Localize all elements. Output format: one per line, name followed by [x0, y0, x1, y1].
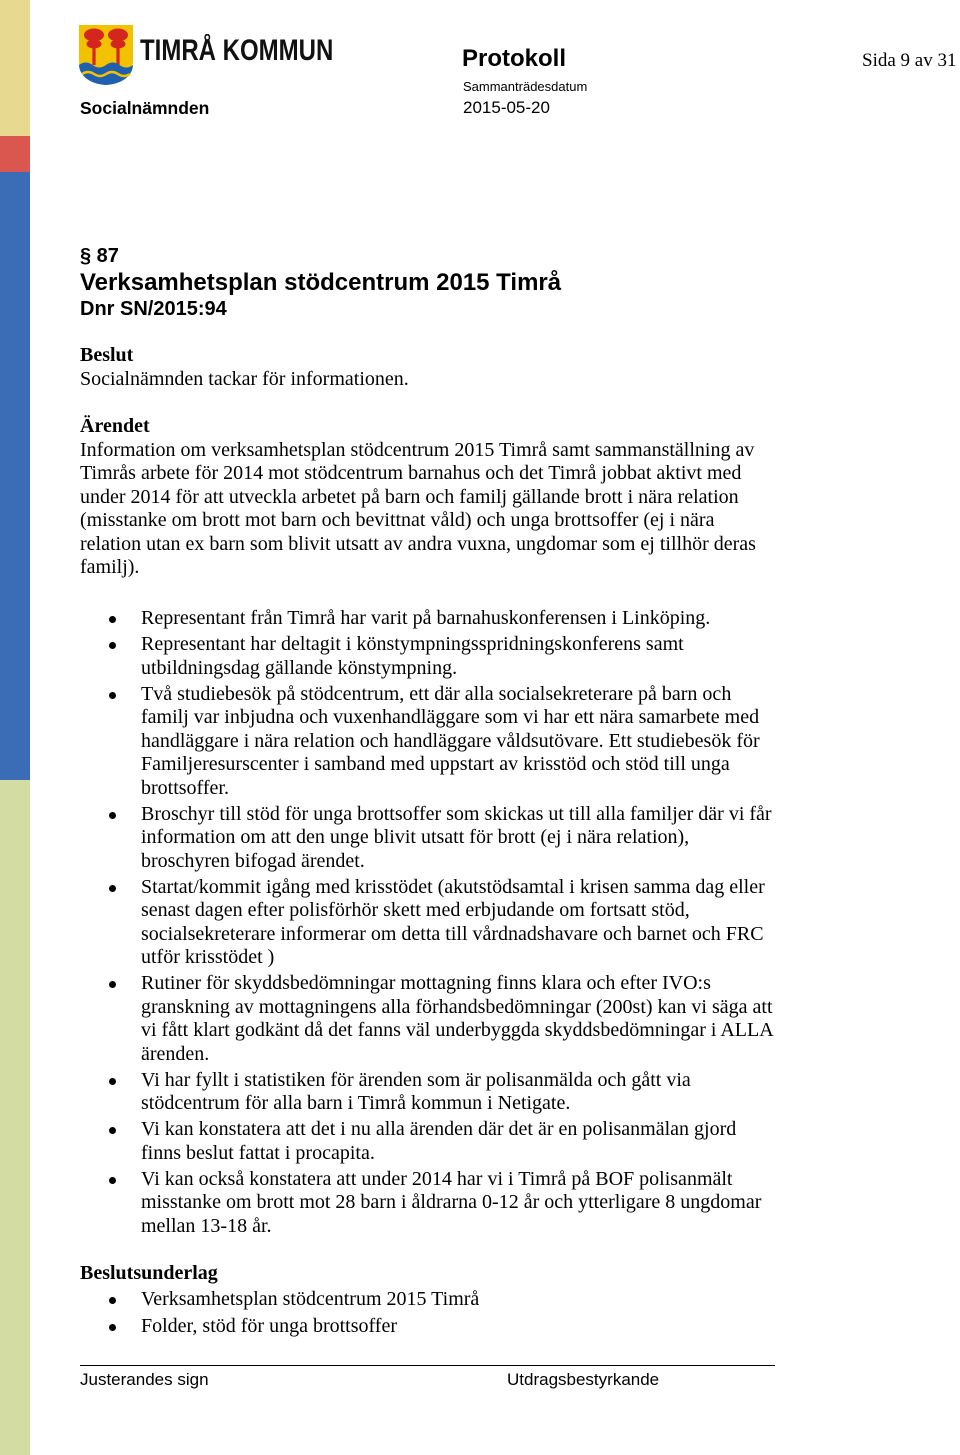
bullet-marker [109, 642, 116, 649]
list-item [80, 633, 774, 680]
bullet-marker [109, 1078, 116, 1085]
bullet-marker [109, 1324, 116, 1331]
bullet-marker [109, 1127, 116, 1134]
list-item-line: ärenden. [141, 1042, 210, 1065]
list-item [80, 876, 774, 970]
list-item-line: information om att den unge blivit utsatt för brott (ej i nära relation), [141, 826, 690, 848]
list-item [80, 1315, 479, 1339]
paragraph-number: § 87 [80, 245, 119, 267]
meeting-date-label: Sammanträdesdatum [463, 79, 588, 94]
matter-section [80, 415, 756, 580]
committee-name: Socialnämnden [80, 98, 210, 118]
list-item-line: Verksamhetsplan stödcentrum 2015 Timrå [141, 1288, 480, 1310]
list-item-line: familj var inbjudna och vuxenhandläggare som vi har ett nära samarbete med [141, 706, 760, 728]
list-item-line: misstanke om brott mot 28 barn i åldrarna 0-12 år och ytterligare 8 ungdomar [141, 1191, 762, 1213]
list-item-line: stödcentrum för alla barn i Timrå kommun i Netigate. [141, 1092, 571, 1114]
list-item-line: brottsoffer. [141, 776, 229, 799]
document-type: Protokoll [462, 45, 567, 72]
basis-section [80, 1262, 218, 1286]
list-item-line: Rutiner för skyddsbedömningar mottagning finns klara och efter IVO:s [141, 972, 711, 994]
color-stripe [0, 0, 30, 1455]
bullet-marker [109, 1177, 116, 1184]
footer-justerandes-sign: Justerandes sign [80, 1370, 209, 1389]
list-item-line: Familjeresurscenter i samband med uppstart av krisstöd och stöd till unga [141, 753, 730, 775]
list-item-line: utbildningsdag gällande könstympning. [141, 656, 458, 679]
list-item [80, 1168, 774, 1239]
stripe-segment-yellow [0, 0, 30, 136]
page-number: Sida 9 av 31 [862, 50, 957, 71]
bullet-marker [109, 1297, 116, 1304]
logo-text: TIMRÅ KOMMUN [140, 34, 334, 67]
bullet-marker [109, 616, 116, 623]
signature-rule [80, 1365, 775, 1366]
list-item-line: handläggare i nära relation och handläggare våldsutövare. Ett studiebesök för [141, 729, 760, 752]
list-item-line: Vi kan konstatera att det i nu alla ärenden där det är en polisanmälan gjord [141, 1118, 737, 1140]
list-item-line: broschyren bifogad ärendet. [141, 849, 365, 872]
list-item [80, 803, 774, 874]
bullet-marker [109, 885, 116, 892]
matter-heading: Ärendet [80, 415, 150, 437]
timra-coat-of-arms-icon [78, 24, 134, 86]
section-title: Verksamhetsplan stödcentrum 2015 Timrå [80, 269, 562, 296]
basis-heading: Beslutsunderlag [80, 1262, 218, 1284]
list-item [80, 683, 774, 801]
bullet-marker [109, 692, 116, 699]
list-item-line: socialsekreterare informerar om detta till vårdnadshavare och barnet och FRC [141, 922, 764, 945]
list-item-line: senast dagen efter polisförhör skett med erbjudande om fortsatt stöd, [141, 899, 690, 921]
list-item-line: Broschyr till stöd för unga brottsoffer som skickas ut till alla familjer där vi får [141, 802, 772, 825]
stripe-segment-red [0, 136, 30, 172]
paragraph-line: Timrås arbete för 2014 mot stödcentrum barnahus och det Timrå jobbat aktivt med [80, 462, 742, 484]
bullet-marker [109, 812, 116, 819]
list-item-line: Startat/kommit igång med krisstödet (akutstödsamtal i krisen samma dag eller [141, 875, 765, 898]
list-item [80, 607, 774, 631]
list-item-line: Representant har deltagit i könstympningsspridningskonferens samt [141, 633, 684, 655]
list-item-line: Två studiebesök på stödcentrum, ett där alla socialsekreterare på barn och [141, 682, 732, 705]
paragraph-line: relation utan ex barn som blivit utsatt av andra vuxna, ungdomar som ej tillhör deras [80, 532, 756, 555]
paragraph-line: Information om verksamhetsplan stödcentrum 2015 Timrå samt sammanställning av [80, 438, 755, 461]
basis-list [80, 1288, 479, 1342]
paragraph-line: under 2014 för att utveckla arbetet på barn och familj gällande brott i nära relation [80, 485, 739, 508]
list-item [80, 1069, 774, 1116]
bullet-marker [109, 981, 116, 988]
decision-section [80, 344, 409, 391]
matter-bullet-list [80, 607, 774, 1241]
stripe-segment-green [0, 780, 30, 1455]
stripe-segment-blue [0, 172, 30, 780]
list-item-line: Folder, stöd för unga brottsoffer [141, 1315, 398, 1337]
decision-text: Socialnämnden tackar för informationen. [80, 367, 409, 390]
list-item-line: mellan 13-18 år. [141, 1214, 272, 1237]
list-item-line: utför krisstödet ) [141, 946, 275, 968]
list-item [80, 1118, 774, 1165]
list-item-line: Representant från Timrå har varit på barnahuskonferensen i Linköping. [141, 607, 711, 629]
diary-number: Dnr SN/2015:94 [80, 298, 227, 320]
list-item [80, 972, 774, 1066]
meeting-date: 2015-05-20 [463, 98, 550, 117]
list-item-line: granskning av mottagningens alla förhandsbedömningar (200st) kan vi säga att [141, 995, 773, 1018]
paragraph-line: familj). [80, 556, 140, 578]
list-item-line: Vi har fyllt i statistiken för ärenden som är polisanmälda och gått via [141, 1068, 691, 1091]
list-item-line: finns beslut fattat i procapita. [141, 1141, 375, 1164]
footer-utdragsbestyrkande: Utdragsbestyrkande [507, 1370, 660, 1389]
paragraph-line: (misstanke om brott mot barn och bevittnat våld) och unga brottsoffer (ej i nära [80, 509, 715, 531]
list-item [80, 1288, 479, 1312]
decision-heading: Beslut [80, 344, 134, 366]
list-item-line: Vi kan också konstatera att under 2014 har vi i Timrå på BOF polisanmält [141, 1167, 733, 1190]
list-item-line: vi fått klart godkänt då det fanns väl underbyggda skyddsbedömningar i ALLA [141, 1019, 774, 1041]
